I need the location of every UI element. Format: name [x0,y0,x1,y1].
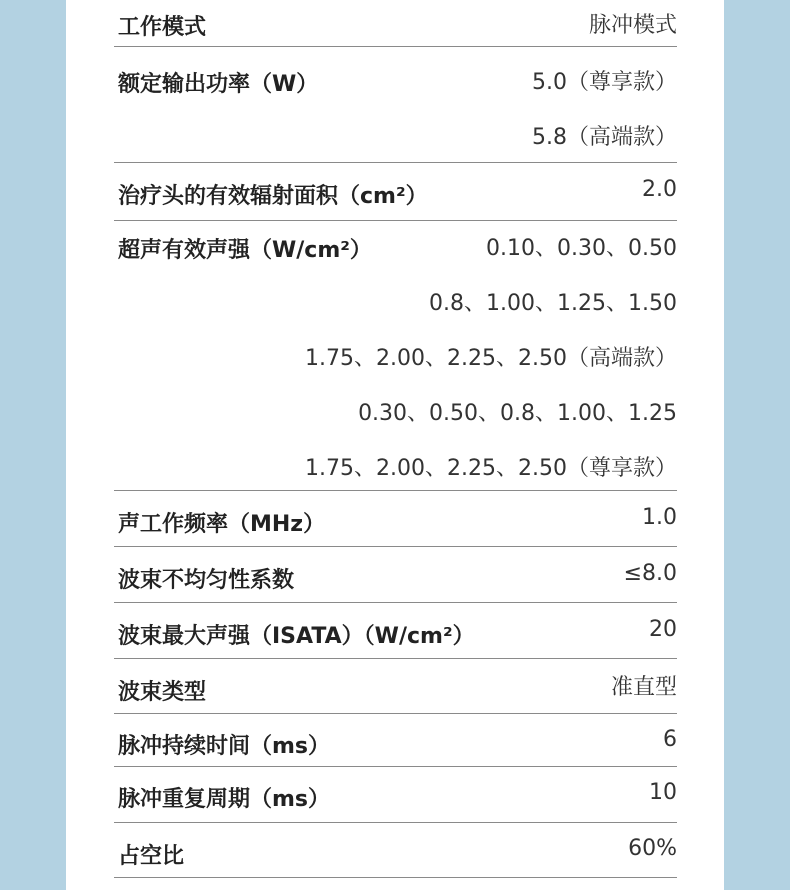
spec-row-radiation-area [114,163,677,221]
spec-row-nonuniformity [114,547,677,603]
spec-value: 60% [628,836,677,861]
spec-value: 5.8（高端款） [532,125,677,150]
spec-value: 0.30、0.50、0.8、1.00、1.25 [358,401,677,426]
spec-value: 1.75、2.00、2.25、2.50（尊享款） [305,456,677,481]
spec-value: 2.0 [642,177,677,202]
spec-value: 1.0 [642,505,677,530]
spec-value: 20 [649,617,677,642]
spec-value: 0.8、1.00、1.25、1.50 [429,291,677,316]
spec-label: 占空比 [118,844,185,869]
spec-row-work-mode [114,0,677,47]
spec-panel [66,0,724,890]
spec-row-beam-type [114,659,677,714]
spec-row-pulse-period [114,767,677,823]
spec-row-duty-cycle [114,823,677,878]
spec-value: ≤8.0 [623,561,677,586]
spec-label: 治疗头的有效辐射面积（cm²） [118,184,428,209]
spec-value: 准直型 [610,675,677,700]
spec-value: 10 [649,780,677,805]
spec-value: 6 [663,727,677,752]
spec-label: 脉冲重复周期（ms） [118,787,331,812]
spec-value: 脉冲模式 [588,13,677,38]
spec-row-rated-power [114,47,677,163]
bottom-divider [114,877,677,878]
spec-label: 声工作频率（MHz） [118,512,326,537]
spec-row-max-intensity [114,603,677,659]
spec-label: 波束不均匀性系数 [118,568,295,593]
spec-label: 波束类型 [118,680,207,705]
spec-value: 1.75、2.00、2.25、2.50（高端款） [305,346,677,371]
spec-row-pulse-duration [114,714,677,767]
spec-label: 工作模式 [118,15,207,40]
spec-label: 脉冲持续时间（ms） [118,734,331,759]
spec-table [114,0,677,878]
spec-label: 超声有效声强（W/cm²） [118,238,372,263]
spec-label: 额定输出功率（W） [118,72,319,97]
spec-row-frequency [114,491,677,547]
spec-value: 5.0（尊享款） [532,70,677,95]
spec-value: 0.10、0.30、0.50 [486,236,677,261]
spec-label: 波束最大声强（ISATA）（W/cm²） [118,624,475,649]
spec-row-effective-intensity [114,221,677,491]
